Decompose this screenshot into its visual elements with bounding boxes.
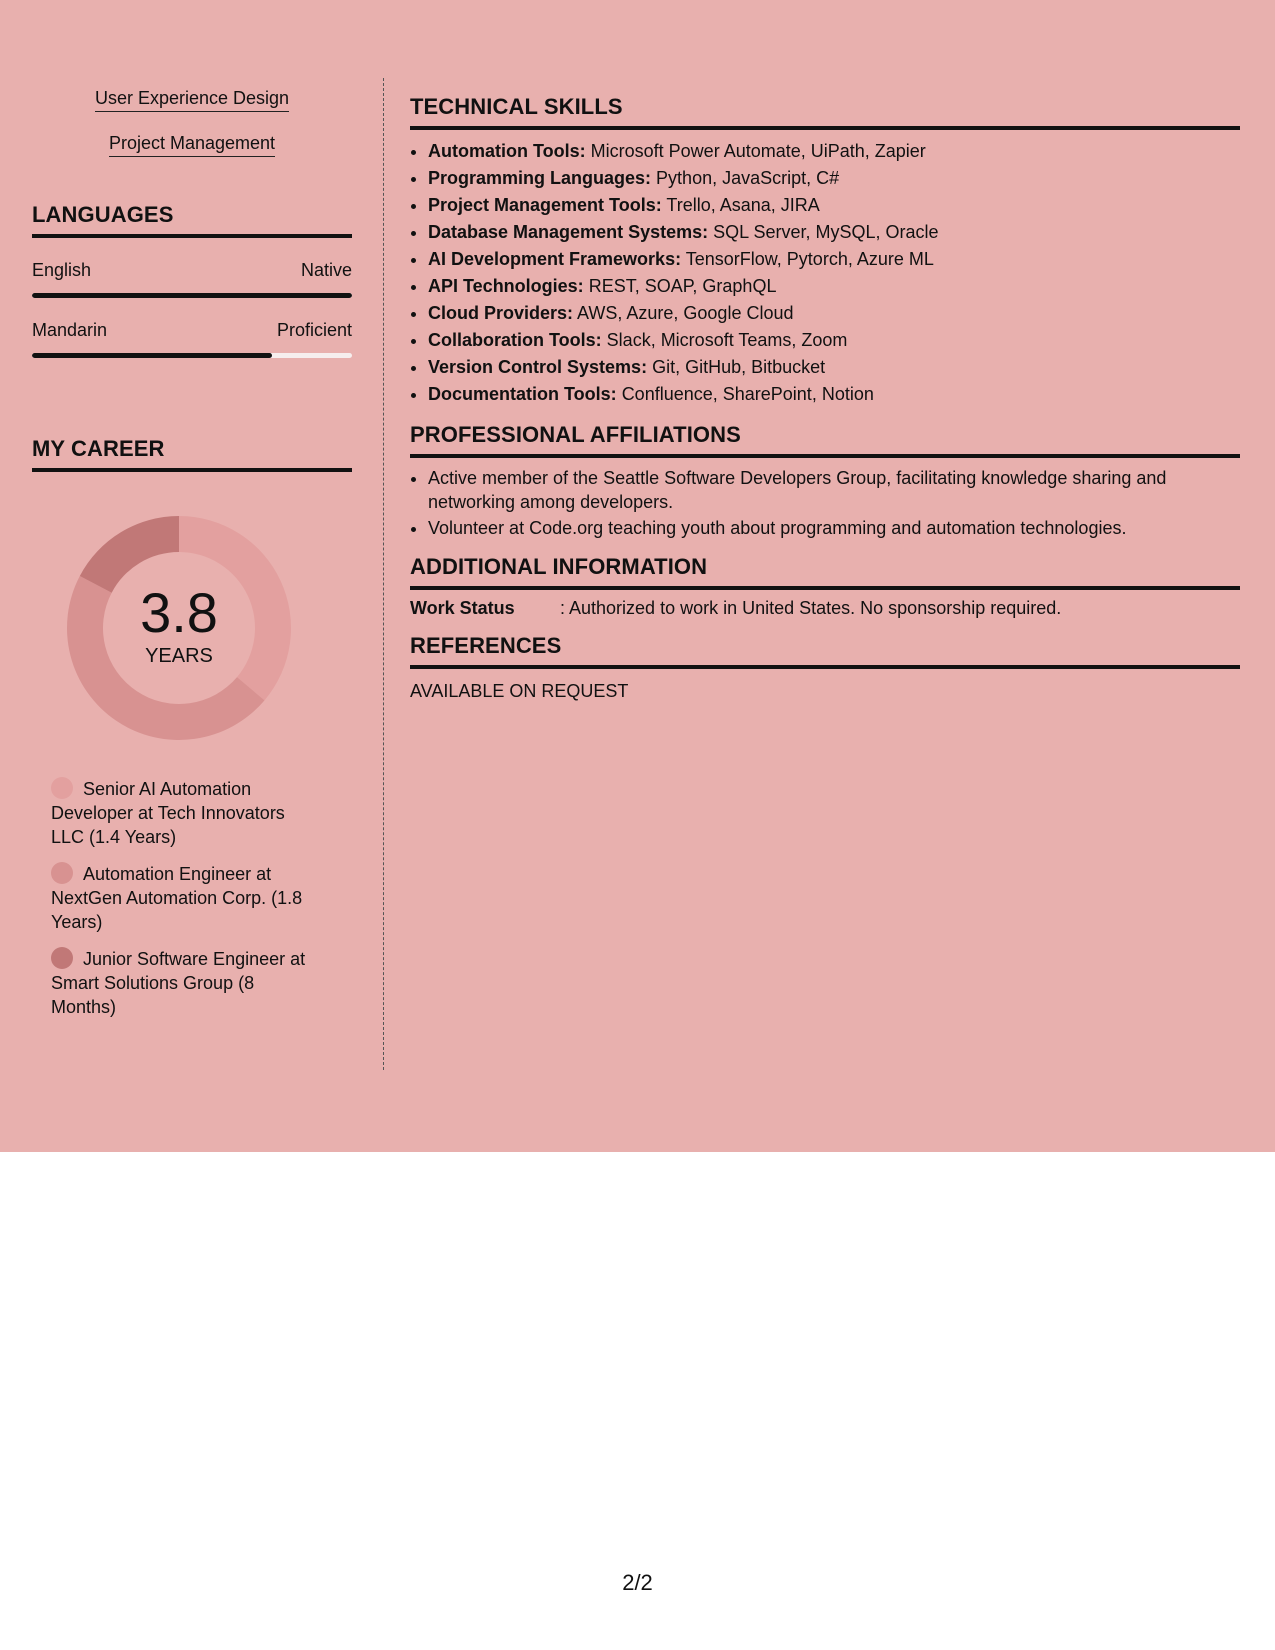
- list-item: [428, 381, 1240, 408]
- list-item: [428, 354, 1240, 381]
- column-divider: [383, 78, 384, 1070]
- skill-value: Confluence, SharePoint, Notion: [621, 384, 874, 404]
- skill-value: SQL Server, MySQL, Oracle: [713, 222, 939, 242]
- language-name: Mandarin: [32, 320, 108, 340]
- skill-value: AWS, Azure, Google Cloud: [577, 303, 794, 323]
- affiliations-section: [410, 422, 1240, 540]
- languages-heading: LANGUAGES: [32, 202, 352, 238]
- legend-item: [51, 947, 321, 1019]
- skill-value: Python, JavaScript, C#: [656, 168, 840, 188]
- skill-value: Slack, Microsoft Teams, Zoom: [606, 330, 848, 350]
- page-number: 2/2: [622, 1570, 653, 1595]
- career-total-unit: YEARS: [145, 644, 213, 667]
- language-name: English: [32, 260, 92, 280]
- language-level: Proficient: [276, 320, 352, 340]
- skill-label: Programming Languages:: [428, 168, 652, 188]
- list-item: • Volunteer at Code.org teaching youth about programming and automation technologies.: [428, 516, 1240, 540]
- legend-dot: [51, 862, 73, 884]
- donut-center: [66, 515, 292, 741]
- additional-info-section: [410, 554, 1240, 619]
- list-item: [428, 219, 1240, 246]
- skill-value: Microsoft Power Automate, UiPath, Zapier: [590, 141, 926, 161]
- list-item: [428, 165, 1240, 192]
- skill-label: Collaboration Tools:: [428, 330, 602, 350]
- language-proficiency-fill: [32, 353, 272, 358]
- skill-label: Cloud Providers:: [428, 303, 574, 323]
- work-status-value: : Authorized to work in United States. No sponsorship required.: [560, 598, 1062, 618]
- skill-tag: Project Management: [109, 133, 275, 157]
- technical-skills-section: [410, 94, 1240, 408]
- legend-label: Automation Engineer at NextGen Automation Corp. (1.8 Years): [51, 864, 303, 932]
- skill-label: Project Management Tools:: [428, 195, 662, 215]
- legend-item: [51, 862, 321, 934]
- skill-label: Documentation Tools:: [428, 384, 617, 404]
- languages-section: [32, 202, 352, 358]
- list-item: [428, 192, 1240, 219]
- legend-dot: [51, 777, 73, 799]
- list-item: [428, 273, 1240, 300]
- left-column: [32, 78, 352, 1032]
- list-item: [428, 327, 1240, 354]
- skill-label: AI Development Frameworks:: [428, 249, 682, 269]
- skill-label: Database Management Systems:: [428, 222, 709, 242]
- work-status-label: Work Status: [410, 598, 515, 618]
- legend-label: Senior AI Automation Developer at Tech Innovators LLC (1.4 Years): [51, 779, 285, 847]
- legend-item: [51, 777, 321, 849]
- skill-value: Trello, Asana, JIRA: [666, 195, 820, 215]
- affiliations-heading: PROFESSIONAL AFFILIATIONS: [410, 422, 1240, 458]
- legend-dot: [51, 947, 73, 969]
- references-section: [410, 633, 1240, 702]
- language-level: Native: [300, 260, 352, 280]
- career-legend: [51, 777, 321, 1019]
- skill-tags: [32, 78, 352, 168]
- list-item: [428, 246, 1240, 273]
- right-column: [410, 94, 1240, 702]
- technical-skills-list: [410, 138, 1240, 408]
- affiliations-list: [410, 466, 1240, 540]
- list-item: [428, 138, 1240, 165]
- career-section: [32, 436, 352, 1019]
- list-item: [428, 300, 1240, 327]
- skill-label: Version Control Systems:: [428, 357, 648, 377]
- language-row: [32, 260, 352, 281]
- skill-tag: User Experience Design: [95, 88, 289, 112]
- list-item: • Active member of the Seattle Software Developers Group, facilitating knowledge sharing and networking among developers.: [428, 466, 1240, 514]
- skill-label: API Technologies:: [428, 276, 584, 296]
- career-total-value: 3.8: [140, 580, 218, 644]
- skill-value: TensorFlow, Pytorch, Azure ML: [685, 249, 934, 269]
- additional-info-heading: ADDITIONAL INFORMATION: [410, 554, 1240, 590]
- references-heading: REFERENCES: [410, 633, 1240, 669]
- language-proficiency-bar: [32, 353, 352, 358]
- career-heading: MY CAREER: [32, 436, 352, 472]
- technical-skills-heading: TECHNICAL SKILLS: [410, 94, 1240, 130]
- references-text: AVAILABLE ON REQUEST: [410, 681, 629, 701]
- skill-value: REST, SOAP, GraphQL: [588, 276, 777, 296]
- language-proficiency-bar: [32, 293, 352, 298]
- work-status-row: [410, 598, 1240, 619]
- language-proficiency-fill: [32, 293, 352, 298]
- skill-value: Git, GitHub, Bitbucket: [652, 357, 826, 377]
- language-row: [32, 320, 352, 341]
- legend-label: Junior Software Engineer at Smart Solutions Group (8 Months): [51, 949, 306, 1017]
- career-donut-chart: [66, 515, 292, 741]
- skill-label: Automation Tools:: [428, 141, 586, 161]
